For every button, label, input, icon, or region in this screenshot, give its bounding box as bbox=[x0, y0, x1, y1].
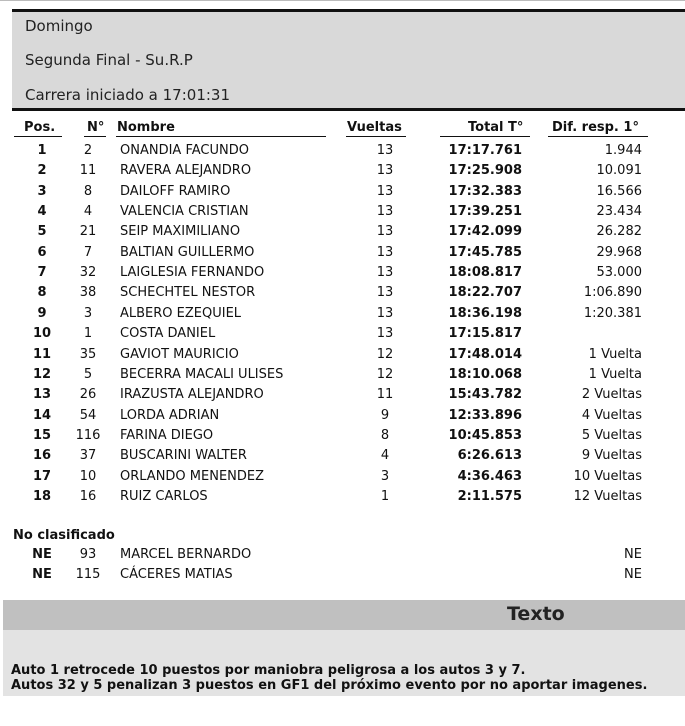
gap-cell: 26.282 bbox=[596, 224, 642, 240]
laps-cell: 13 bbox=[376, 163, 394, 179]
gap-cell: 9 Vueltas bbox=[581, 448, 642, 464]
laps-cell: 13 bbox=[376, 143, 394, 158]
number-cell: 37 bbox=[79, 448, 97, 464]
total-time-cell: 17:32.383 bbox=[448, 183, 522, 199]
table-header bbox=[0, 120, 685, 136]
col-total: Total T° bbox=[468, 120, 524, 135]
gap-cell: 53.000 bbox=[596, 265, 642, 281]
total-time-cell: 17:25.908 bbox=[448, 163, 522, 179]
laps-cell: 3 bbox=[380, 468, 390, 484]
table-row bbox=[0, 202, 685, 222]
session-name: Segunda Final - Su.R.P bbox=[25, 51, 193, 69]
table-row bbox=[0, 324, 685, 344]
name-cell: RUIZ CARLOS bbox=[120, 488, 208, 504]
name-cell: LAIGLESIA FERNANDO bbox=[120, 265, 265, 281]
laps-cell: 13 bbox=[376, 224, 394, 240]
table-row bbox=[0, 426, 685, 446]
header-rule bbox=[84, 136, 106, 137]
name-cell: ORLANDO MENENDEZ bbox=[120, 468, 265, 484]
pos-cell: 9 bbox=[37, 305, 47, 321]
pos-cell: 2 bbox=[37, 163, 47, 179]
note-line: Auto 1 retrocede 10 puestos por maniobra peligrosa a los autos 3 y 7. bbox=[11, 663, 526, 678]
number-cell: 93 bbox=[79, 547, 97, 562]
laps-cell: 13 bbox=[376, 183, 394, 199]
gap-cell: 29.968 bbox=[596, 244, 642, 260]
total-time-cell: 10:45.853 bbox=[448, 427, 522, 443]
pos-cell: 14 bbox=[32, 407, 52, 423]
pos-cell: 12 bbox=[32, 366, 52, 382]
table-row bbox=[0, 446, 685, 466]
name-cell: CÁCERES MATIAS bbox=[120, 567, 233, 582]
laps-cell: 13 bbox=[376, 285, 394, 301]
name-cell: COSTA DANIEL bbox=[120, 326, 216, 342]
gap-cell: 1 Vuelta bbox=[588, 346, 642, 362]
pos-cell: 13 bbox=[32, 387, 52, 403]
total-time-cell: 6:26.613 bbox=[457, 448, 522, 464]
laps-cell: 11 bbox=[376, 387, 394, 403]
table-row bbox=[0, 222, 685, 242]
total-time-cell: 12:33.896 bbox=[448, 407, 522, 423]
day-label: Domingo bbox=[25, 17, 93, 35]
laps-cell: 13 bbox=[376, 305, 394, 321]
table-row bbox=[0, 263, 685, 283]
col-laps: Vueltas bbox=[347, 120, 402, 135]
gap-cell: NE bbox=[624, 567, 642, 582]
pos-cell: 18 bbox=[32, 488, 52, 504]
total-time-cell: 15:43.782 bbox=[448, 387, 522, 403]
table-row bbox=[0, 365, 685, 385]
gap-cell: 4 Vueltas bbox=[581, 407, 642, 423]
name-cell: SCHECHTEL NESTOR bbox=[120, 285, 256, 301]
laps-cell: 8 bbox=[380, 427, 390, 443]
table-row bbox=[0, 467, 685, 487]
pos-cell: 17 bbox=[32, 468, 52, 484]
laps-cell: 13 bbox=[376, 244, 394, 260]
gap-cell: 1 Vuelta bbox=[588, 366, 642, 382]
name-cell: GAVIOT MAURICIO bbox=[120, 346, 239, 362]
number-cell: 11 bbox=[79, 163, 97, 179]
table-row bbox=[0, 283, 685, 303]
number-cell: 1 bbox=[83, 326, 93, 342]
gap-cell: 5 Vueltas bbox=[581, 427, 642, 443]
gap-cell: 1.944 bbox=[604, 143, 642, 158]
laps-cell: 9 bbox=[380, 407, 390, 423]
gap-cell: 1:20.381 bbox=[583, 305, 642, 321]
header-rule bbox=[548, 136, 648, 137]
top-rule bbox=[0, 0, 685, 9]
number-cell: 3 bbox=[83, 305, 93, 321]
laps-cell: 13 bbox=[376, 326, 394, 342]
name-cell: BECERRA MACALI ULISES bbox=[120, 366, 284, 382]
table-row bbox=[0, 385, 685, 405]
number-cell: 4 bbox=[83, 204, 93, 220]
number-cell: 2 bbox=[83, 143, 93, 158]
name-cell: BALTIAN GUILLERMO bbox=[120, 244, 255, 260]
total-time-cell: 17:45.785 bbox=[448, 244, 522, 260]
laps-cell: 12 bbox=[376, 366, 394, 382]
laps-cell: 4 bbox=[380, 448, 390, 464]
pos-cell: 11 bbox=[32, 346, 52, 362]
number-cell: 115 bbox=[75, 567, 101, 582]
pos-cell: NE bbox=[32, 567, 52, 582]
notes-box bbox=[3, 630, 685, 696]
table-row bbox=[0, 243, 685, 263]
number-cell: 5 bbox=[83, 366, 93, 382]
name-cell: VALENCIA CRISTIAN bbox=[120, 204, 249, 220]
table-row bbox=[0, 141, 685, 161]
pos-cell: 1 bbox=[37, 143, 47, 158]
name-cell: LORDA ADRIAN bbox=[120, 407, 220, 423]
col-pos: Pos. bbox=[24, 120, 56, 135]
start-time: Carrera iniciado a 17:01:31 bbox=[25, 86, 231, 104]
pos-cell: 5 bbox=[37, 224, 47, 240]
texto-bar bbox=[3, 600, 685, 630]
number-cell: 38 bbox=[79, 285, 97, 301]
col-diff: Dif. resp. 1° bbox=[552, 120, 639, 135]
name-cell: SEIP MAXIMILIANO bbox=[120, 224, 241, 240]
gap-cell: 16.566 bbox=[596, 183, 642, 199]
number-cell: 35 bbox=[79, 346, 97, 362]
total-time-cell: 17:39.251 bbox=[448, 204, 522, 220]
number-cell: 32 bbox=[79, 265, 97, 281]
name-cell: MARCEL BERNARDO bbox=[120, 547, 252, 562]
table-row bbox=[0, 182, 685, 202]
total-time-cell: 4:36.463 bbox=[457, 468, 522, 484]
header-rule bbox=[440, 136, 530, 137]
table-row bbox=[0, 161, 685, 181]
col-num: N° bbox=[87, 120, 105, 135]
gap-cell: 23.434 bbox=[596, 204, 642, 220]
total-time-cell: 17:48.014 bbox=[448, 346, 522, 362]
number-cell: 10 bbox=[79, 468, 97, 484]
laps-cell: 1 bbox=[380, 488, 390, 504]
table-row bbox=[0, 545, 685, 565]
pos-cell: 3 bbox=[37, 183, 47, 199]
session-header bbox=[12, 9, 685, 111]
pos-cell: 7 bbox=[37, 265, 47, 281]
pos-cell: 4 bbox=[37, 204, 47, 220]
name-cell: ALBERO EZEQUIEL bbox=[120, 305, 242, 321]
table-row bbox=[0, 565, 685, 585]
total-time-cell: 18:36.198 bbox=[448, 305, 522, 321]
name-cell: IRAZUSTA ALEJANDRO bbox=[120, 387, 264, 403]
gap-cell: 10.091 bbox=[596, 163, 642, 179]
pos-cell: 6 bbox=[37, 244, 47, 260]
pos-cell: NE bbox=[32, 547, 52, 562]
gap-cell: 1:06.890 bbox=[583, 285, 642, 301]
number-cell: 26 bbox=[79, 387, 97, 403]
laps-cell: 12 bbox=[376, 346, 394, 362]
col-name: Nombre bbox=[117, 120, 175, 135]
table-row bbox=[0, 406, 685, 426]
number-cell: 21 bbox=[79, 224, 97, 240]
total-time-cell: 17:15.817 bbox=[448, 326, 522, 342]
number-cell: 16 bbox=[79, 488, 97, 504]
number-cell: 8 bbox=[83, 183, 93, 199]
texto-title: Texto bbox=[507, 603, 565, 625]
gap-cell: 12 Vueltas bbox=[573, 488, 642, 504]
total-time-cell: 18:08.817 bbox=[448, 265, 522, 281]
total-time-cell: 17:42.099 bbox=[448, 224, 522, 240]
number-cell: 7 bbox=[83, 244, 93, 260]
header-rule bbox=[116, 136, 326, 137]
total-time-cell: 2:11.575 bbox=[457, 488, 522, 504]
header-rule bbox=[346, 136, 406, 137]
gap-cell: NE bbox=[624, 547, 642, 562]
name-cell: DAILOFF RAMIRO bbox=[120, 183, 231, 199]
laps-cell: 13 bbox=[376, 204, 394, 220]
not-classified-title: No clasificado bbox=[13, 528, 115, 543]
name-cell: RAVERA ALEJANDRO bbox=[120, 163, 252, 179]
total-time-cell: 17:17.761 bbox=[448, 143, 522, 158]
number-cell: 54 bbox=[79, 407, 97, 423]
pos-cell: 16 bbox=[32, 448, 52, 464]
pos-cell: 8 bbox=[37, 285, 47, 301]
name-cell: ONANDIA FACUNDO bbox=[120, 143, 249, 158]
gap-cell: 10 Vueltas bbox=[573, 468, 642, 484]
note-line: Autos 32 y 5 penalizan 3 puestos en GF1 del próximo evento por no aportar imagenes. bbox=[11, 678, 648, 693]
pos-cell: 10 bbox=[32, 326, 52, 342]
header-rule bbox=[14, 136, 62, 137]
table-row bbox=[0, 304, 685, 324]
laps-cell: 13 bbox=[376, 265, 394, 281]
total-time-cell: 18:10.068 bbox=[448, 366, 522, 382]
pos-cell: 15 bbox=[32, 427, 52, 443]
number-cell: 116 bbox=[75, 427, 101, 443]
gap-cell: 2 Vueltas bbox=[581, 387, 642, 403]
table-row bbox=[0, 345, 685, 365]
table-row bbox=[0, 487, 685, 507]
name-cell: BUSCARINI WALTER bbox=[120, 448, 247, 464]
total-time-cell: 18:22.707 bbox=[448, 285, 522, 301]
name-cell: FARINA DIEGO bbox=[120, 427, 214, 443]
